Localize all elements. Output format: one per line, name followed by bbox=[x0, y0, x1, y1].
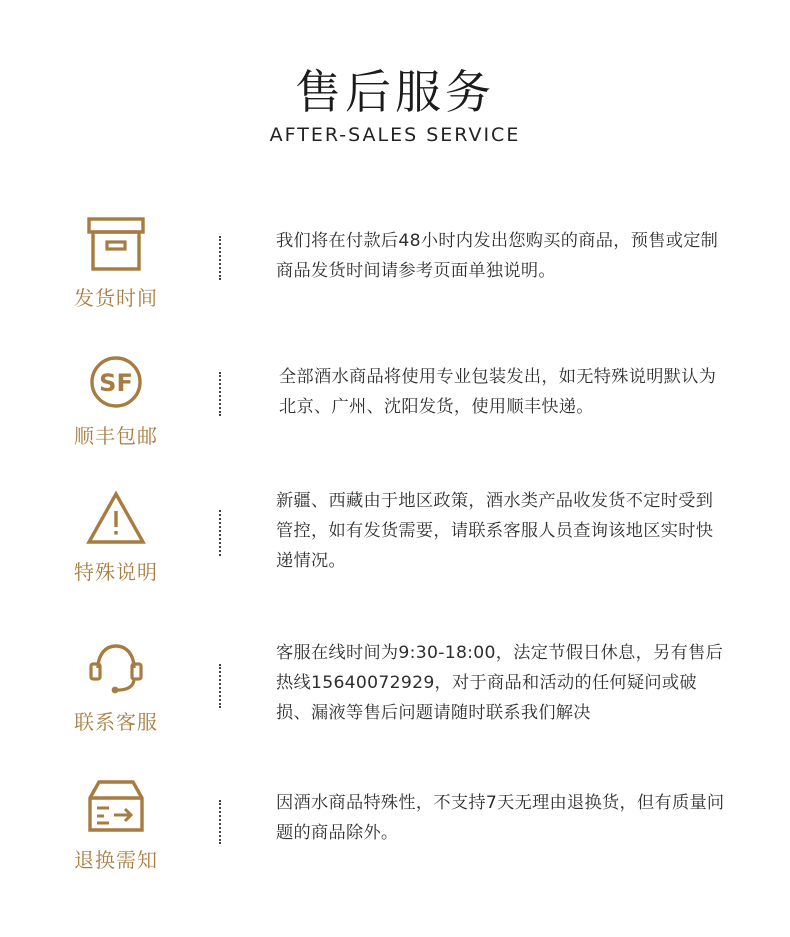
service-item-icon-group bbox=[62, 352, 170, 449]
page-subtitle: AFTER-SALES SERVICE bbox=[269, 124, 521, 146]
archive-box-icon bbox=[84, 214, 148, 274]
page-header bbox=[0, 62, 790, 146]
service-item-label: 特殊说明 bbox=[74, 560, 158, 584]
return-box-icon bbox=[84, 776, 148, 836]
service-item-icon-group bbox=[62, 776, 170, 873]
dotted-divider bbox=[219, 664, 221, 708]
service-item-customer-service bbox=[0, 638, 790, 748]
service-item-text: 新疆、西藏由于地区政策，酒水类产品收发货不定时受到管控，如有发货需要，请联系客服人员查询该地区实时快递情况。 bbox=[276, 491, 714, 571]
service-item-label: 顺丰包邮 bbox=[74, 424, 158, 448]
dotted-divider bbox=[219, 510, 221, 556]
dotted-divider bbox=[219, 372, 221, 416]
service-item-text: 我们将在付款后48小时内发出您购买的商品，预售或定制商品发货时间请参考页面单独说明。 bbox=[276, 231, 719, 281]
sf-express-icon bbox=[84, 352, 148, 412]
service-item-return-policy bbox=[0, 776, 790, 886]
service-item-text: 全部酒水商品将使用专业包装发出，如无特殊说明默认为北京、广州、沈阳发货，使用顺丰快递。 bbox=[279, 367, 717, 417]
headset-icon bbox=[84, 638, 148, 698]
service-item-text: 因酒水商品特殊性，不支持7天无理由退换货，但有质量问题的商品除外。 bbox=[276, 793, 725, 843]
service-item-label: 退换需知 bbox=[74, 848, 158, 872]
dotted-divider bbox=[219, 236, 221, 280]
service-item-shipping-time bbox=[0, 214, 790, 324]
service-item-special-notes bbox=[0, 488, 790, 598]
service-item-icon-group bbox=[62, 488, 170, 585]
service-item-icon-group bbox=[62, 214, 170, 311]
service-item-label: 发货时间 bbox=[74, 286, 158, 310]
service-item-icon-group bbox=[62, 638, 170, 735]
warning-triangle-icon bbox=[84, 488, 148, 548]
svg-text:SF: SF bbox=[99, 369, 133, 397]
service-item-sf-shipping bbox=[0, 352, 790, 462]
service-item-label: 联系客服 bbox=[74, 710, 158, 734]
service-item-text: 客服在线时间为9:30-18:00，法定节假日休息，另有售后热线15640072929，对于商品和活动的任何疑问或破损、漏液等售后问题请随时联系我们解决 bbox=[276, 643, 724, 723]
dotted-divider bbox=[219, 800, 221, 844]
page-title: 售后服务 bbox=[295, 65, 495, 119]
